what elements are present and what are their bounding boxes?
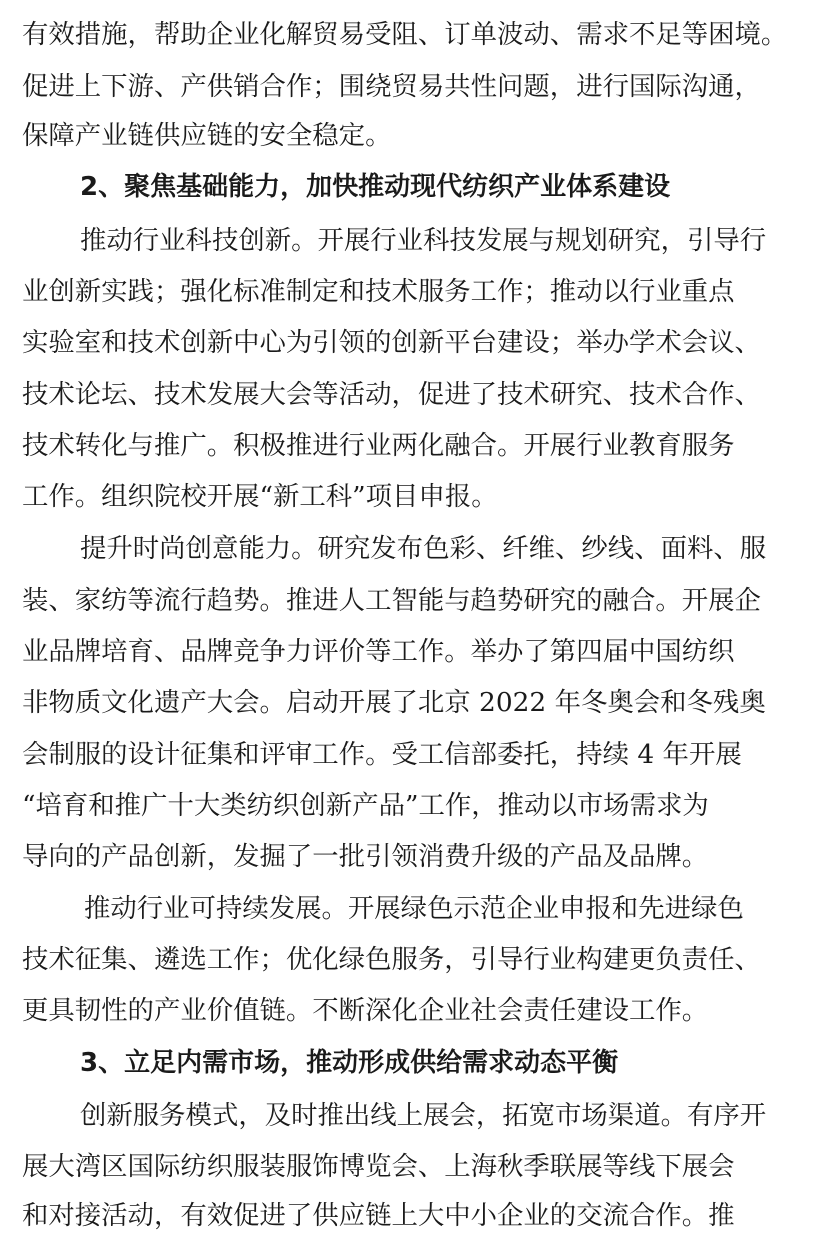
- paragraph-line: 业品牌培育、品牌竞争力评价等工作。举办了第四届中国纺织: [22, 636, 735, 667]
- paragraph-line: 和对接活动，有效促进了供应链上大中小企业的交流合作。推: [22, 1200, 735, 1231]
- paragraph-line: 技术转化与推广。积极推进行业两化融合。开展行业教育服务: [22, 430, 735, 461]
- paragraph-line: 实验室和技术创新中心为引领的创新平台建设；举办学术会议、: [22, 327, 761, 358]
- paragraph-line: “培育和推广十大类纺织创新产品”工作，推动以市场需求为: [22, 790, 709, 821]
- paragraph-line: 创新服务模式，及时推出线上展会，拓宽市场渠道。有序开: [80, 1100, 767, 1131]
- paragraph-line: 技术论坛、技术发展大会等活动，促进了技术研究、技术合作、: [22, 379, 761, 410]
- paragraph-line: 推动行业科技创新。开展行业科技发展与规划研究，引导行: [80, 225, 767, 256]
- paragraph-line: 提升时尚创意能力。研究发布色彩、纤维、纱线、面料、服: [80, 533, 767, 564]
- paragraph-line: 会制服的设计征集和评审工作。受工信部委托，持续 4 年开展: [22, 739, 742, 770]
- paragraph-line: 工作。组织院校开展“新工科”项目申报。: [22, 481, 498, 512]
- paragraph-line: 装、家纺等流行趋势。推进人工智能与趋势研究的融合。开展企: [22, 585, 761, 616]
- paragraph-line: 导向的产品创新，发掘了一批引领消费升级的产品及品牌。: [22, 841, 709, 872]
- paragraph-line: 促进上下游、产供销合作；围绕贸易共性问题，进行国际沟通，: [22, 71, 761, 102]
- paragraph-line: 推动行业可持续发展。开展绿色示范企业申报和先进绿色: [84, 893, 744, 924]
- paragraph-line: 保障产业链供应链的安全稳定。: [22, 120, 392, 151]
- paragraph-line: 更具韧性的产业价值链。不断深化企业社会责任建设工作。: [22, 995, 709, 1026]
- paragraph-line: 业创新实践；强化标准制定和技术服务工作；推动以行业重点: [22, 276, 735, 307]
- section-heading-3: 3、立足内需市场，推动形成供给需求动态平衡: [80, 1048, 619, 1078]
- section-heading-2: 2、聚焦基础能力，加快推动现代纺织产业体系建设: [80, 172, 671, 202]
- paragraph-line: 展大湾区国际纺织服装服饰博览会、上海秋季联展等线下展会: [22, 1151, 735, 1182]
- paragraph-line: 技术征集、遴选工作；优化绿色服务，引导行业构建更负责任、: [22, 944, 761, 975]
- paragraph-line: 非物质文化遗产大会。启动开展了北京 2022 年冬奥会和冬残奥: [22, 687, 766, 718]
- paragraph-line: 有效措施，帮助企业化解贸易受阻、订单波动、需求不足等困境。: [22, 19, 788, 50]
